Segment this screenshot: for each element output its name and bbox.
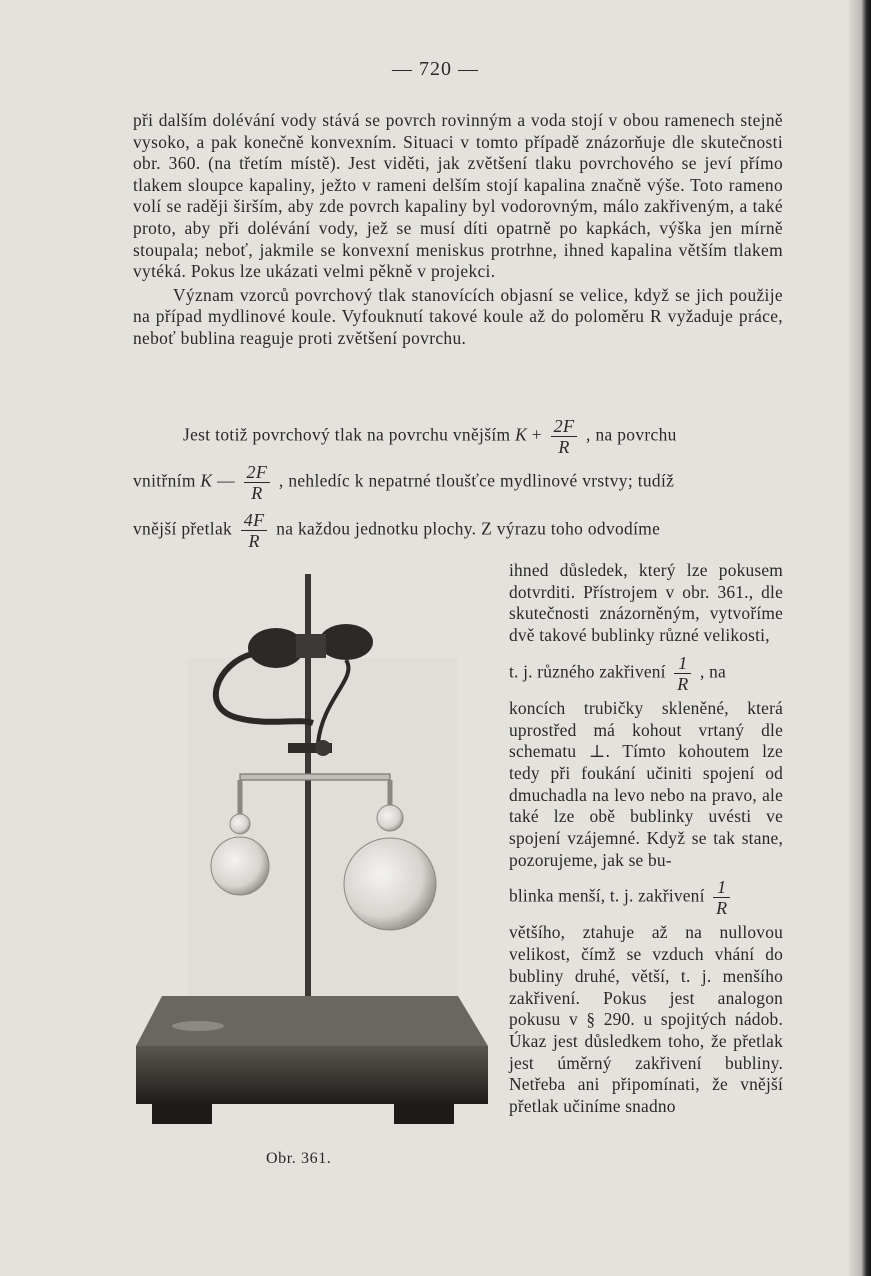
- formula-line-2-tail: , nehledíc k nepatrné tloušťce mydlinové vrstvy; tudíž: [278, 470, 675, 491]
- fraction-1-over-r: [674, 653, 691, 694]
- formula-line-3: [133, 510, 660, 551]
- column-part-5: blinka menší, t. j. zakřivení: [509, 885, 705, 906]
- stopcock-schema-icon: ⊥: [588, 741, 606, 762]
- fraction-numerator: 2F: [551, 416, 578, 437]
- box-top: [136, 996, 488, 1046]
- glass-tube: [240, 774, 390, 780]
- figure-caption: Obr. 361.: [266, 1150, 332, 1167]
- large-bubble: [344, 838, 436, 930]
- fraction-denominator: R: [248, 531, 260, 551]
- fraction-4f-over-r: [241, 510, 268, 551]
- formula-line-1-text: Jest totiž povrchový tlak na povrchu vnějším: [183, 424, 511, 445]
- fraction-denominator: R: [251, 483, 263, 503]
- formula-plus-sign: +: [531, 424, 542, 445]
- page-edge-shadow: [849, 0, 871, 1276]
- formula-line-2-text: vnitřním: [133, 470, 196, 491]
- column-part-6: většího, ztahuje až na nullovou velikost, čímž se vzduch vhání do bubliny druhé, větší, t. j. menšího zakřivení. Pokus jest analogon pokusu v § 290. u spojitých nádob. Úkaz jest důsledkem toho, že přetlak jest úměrný zakřivení bubliny. Netřeba ani připomínati, že vnější přetlak učiníme snadno: [509, 922, 783, 1117]
- column-line-curvature-2: [509, 877, 783, 918]
- wooden-box: [136, 1046, 488, 1104]
- formula-minus-sign: —: [217, 470, 235, 491]
- fraction-2f-over-r: [551, 416, 578, 457]
- fraction-2f-over-r-2: [244, 462, 271, 503]
- fraction-denominator: R: [716, 898, 728, 919]
- column-part-3: koncích trubičky skleněné, která uprostřed má kohout vrtaný dle schematu: [509, 697, 783, 762]
- fraction-denominator: R: [558, 437, 570, 457]
- column-part-2: t. j. různého zakřivení: [509, 661, 666, 682]
- column-part-2-tail: , na: [700, 661, 726, 682]
- formula-k-symbol: K: [515, 424, 528, 445]
- paragraph-1-container: [133, 110, 783, 350]
- small-bubble: [211, 837, 269, 895]
- formula-k-symbol-2: K: [200, 470, 213, 491]
- paragraph-1: při dalším dolévání vody stává se povrch rovinným a voda stojí v obou ramenech stejně vysoko, a pak konečně konvexním. Situaci v tomto případě znázorňuje dle skutečnosti obr. 360. (na třetím místě). Jest viděti, jak zvětšení tlaku povrchového se jeví přímo tlakem sloupce kapaliny, ježto v rameni delším stojí kapalina značně výše. Toto rameno volí se raději širším, aby zde povrch kapaliny byl vodorovným, málo zakřiveným, a také proto, aby při dolévání vody, jež se musí díti opatrně po kapkách, výška jen mírně stoupala; neboť, jakmile se konvexní meniskus protrhne, ihned kapalina větším tlakem vytéká. Pokus lze ukázati velmi pěkně v projekci.: [133, 110, 783, 282]
- fraction-numerator: 2F: [244, 462, 271, 483]
- page-number: — 720 —: [392, 58, 479, 80]
- formula-line-2: [133, 462, 674, 503]
- fraction-numerator: 4F: [241, 510, 268, 531]
- formula-line-1-tail: , na povrchu: [586, 424, 677, 445]
- formula-line-1: [183, 416, 677, 457]
- bellows-left: [248, 628, 304, 668]
- column-block-3: [509, 698, 783, 872]
- formula-line-3-text: vnější přetlak: [133, 518, 233, 539]
- column-line-curvature: [509, 653, 783, 694]
- right-column-text: [509, 560, 783, 1118]
- apparatus-illustration: [128, 568, 498, 1158]
- figure-361-apparatus: [128, 568, 498, 1158]
- column-part-1: ihned důsledek, který lze pokusem dotvrditi. Přístrojem v obr. 361., dle skutečnosti znázorněným, vytvoříme dvě takové bublinky různé velikosti,: [509, 560, 783, 646]
- fraction-denominator: R: [677, 673, 689, 694]
- fraction-numerator: 1: [674, 653, 691, 674]
- bellows-right: [319, 624, 373, 660]
- paragraph-2: Význam vzorců povrchový tlak stanovících objasní se velice, když se jich použije na případ mydlinové koule. Vyfouknutí takové koule až do poloměru R vyžaduje práce, neboť bublina reaguje proti zvětšení povrchu.: [133, 284, 783, 348]
- fraction-1-over-r-2: [713, 877, 730, 918]
- formula-line-3-tail: na každou jednotku plochy. Z výrazu toho odvodíme: [276, 518, 661, 539]
- fraction-numerator: 1: [713, 877, 730, 898]
- column-part-4: . Tímto kohoutem lze tedy při foukání učiniti spojení od dmuchadla na levo nebo na pravo, ale také lze obě bublinky uvésti ve spojení vzájemné. Když se tak stane, pozorujeme, jak se bu-: [509, 741, 783, 870]
